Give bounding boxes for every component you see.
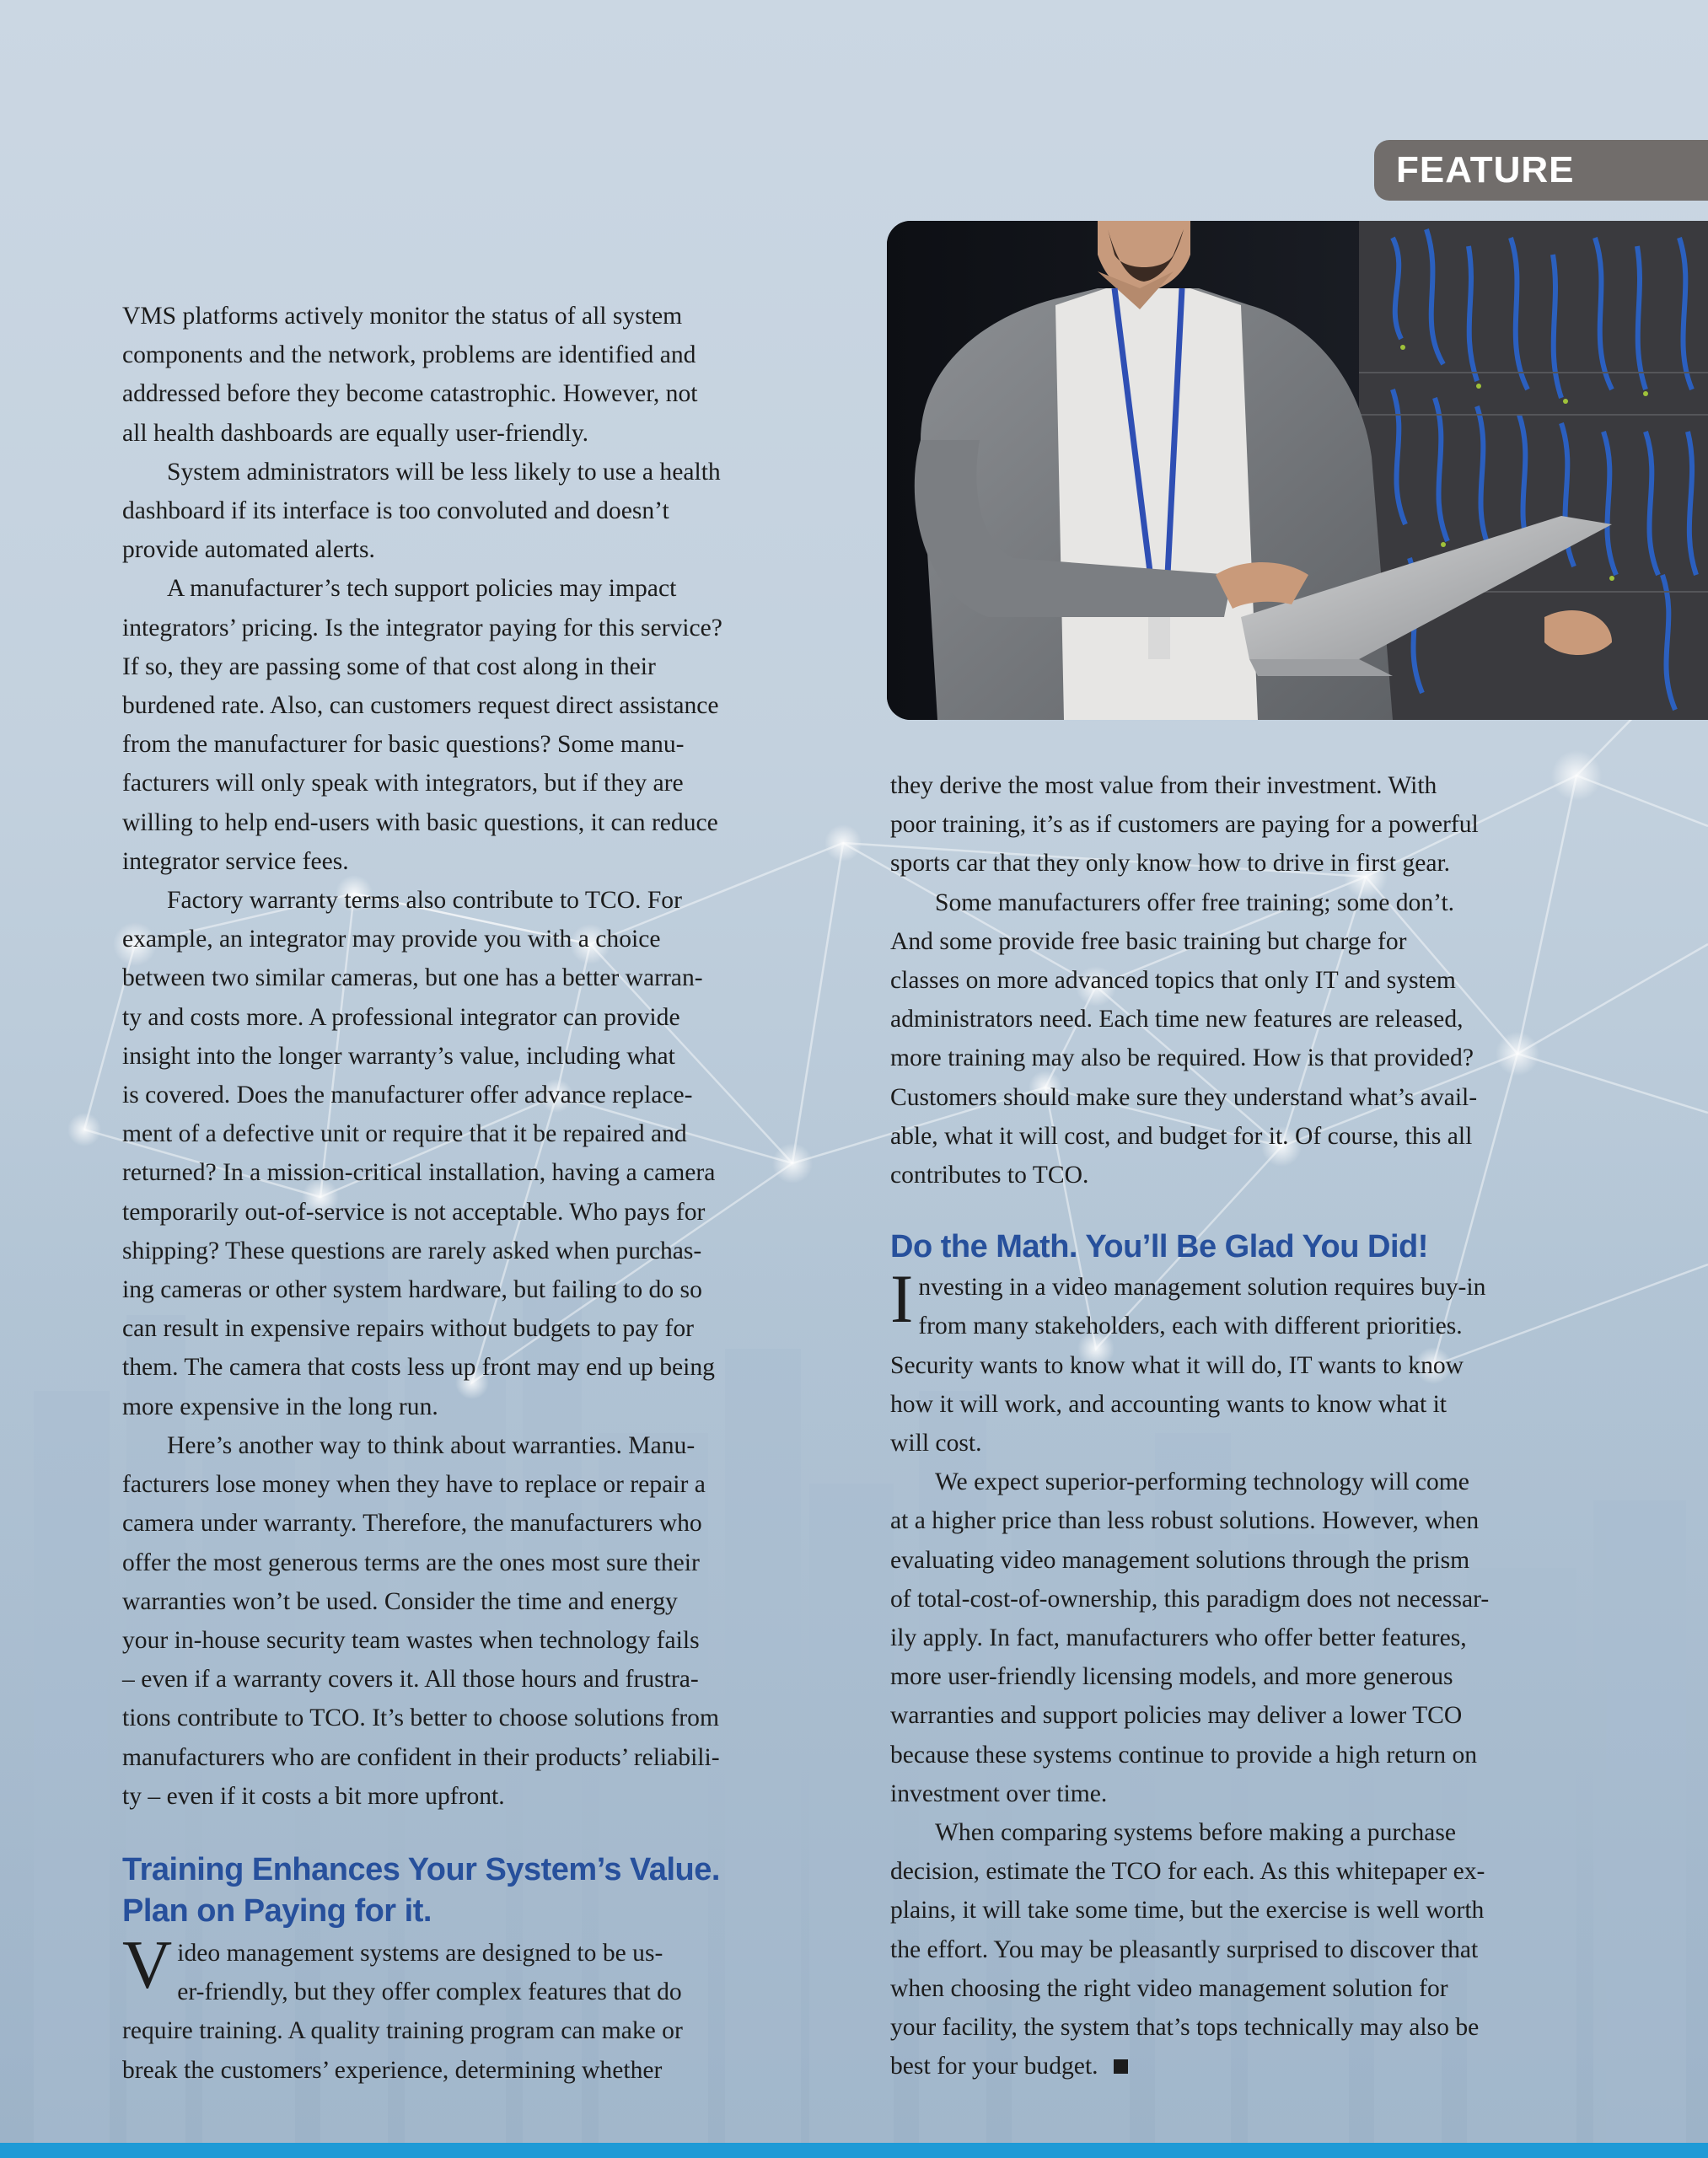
paragraph: System administrators will be less likely to use a health dashboard if its interface is too convoluted and doesn’t provide automated alerts. (122, 458, 721, 564)
paragraph: A manufacturer’s tech support policies may impact integrators’ pricing. Is the integrator paying for this service? If so, they are passing some of that cost along in their burdened rate. Also, can customers request direct assistance from the manufacturer for basic questions? Some manu- facturers will only speak with integrators, but if they are willing to help end-users with basic questions, it can reduce integrator service fees. (122, 575, 722, 875)
section-heading-training: Training Enhances Your System’s Value. Plan on Paying for it. (122, 1851, 720, 1929)
left-column (122, 297, 822, 2090)
paragraph: Some manufacturers offer free training; some don’t. And some provide free basic training but charge for classes on more advanced topics that only IT and system administrators need. Each time new features are released, more training may also be required. How is that provided? Customers should make sure they understand what’s avail- able, what it will cost, and budget for it. Of course, this all contributes to TCO. (890, 888, 1478, 1189)
paragraph: Factory warranty terms also contribute to TCO. For example, an integrator may provide you with a choice between two similar cameras, but one has a better warran- ty and costs more. A professional integrator can provide insight into the longer warranty’s value, including what is covered. Does the manufacturer offer advance replace- ment of a defective unit or require that it be repaired and returned? In a mission-critical installation, having a camera temporarily out-of-service is not acceptable. Who pays for shipping? These questions are rarely asked when purchas- ing cameras or other system hardware, but failing to do so can result in expensive repairs without budgets to pay for them. The camera that costs less up front may end up being more expensive in the long run. (122, 887, 716, 1420)
section-label: FEATURE (1396, 149, 1575, 191)
dropcap-text: nvesting in a video management solution requires buy-in from many stakeholders, each with different priorities. Security wants to know what it will do, IT wants to know how it will work, and accounting wants to know what it will cost. (890, 1274, 1486, 1457)
dropcap-text: ideo management systems are designed to be us- er-friendly, but they offer complex features that do require training. A quality training program can make or break the customers’ experience, determining whether (122, 1939, 683, 2084)
article-photo (887, 221, 1708, 720)
paragraph: VMS platforms actively monitor the status of all system components and the network, problems are identified and addressed before they become catastrophic. However, not all health dashboards are equally user-friendly. (122, 303, 698, 447)
paragraph: they derive the most value from their investment. With poor training, it’s as if customers are paying for a powerful sports car that they only know how to drive in first gear. (890, 772, 1479, 878)
dropcap-paragraph (890, 1260, 1590, 1463)
dropcap-paragraph (122, 1925, 822, 2090)
bottom-accent-bar (0, 2143, 1708, 2158)
paragraph: Here’s another way to think about warranties. Manu- facturers lose money when they have to replace or repair a camera under warranty. Therefore, the manufacturers who offer the most generous terms are the ones most sure their warranties won’t be used. Consider the time and energy your in-house security team wastes when technology fails – even if a warranty covers it. All those hours and frustra- tions contribute to TCO. It’s better to choose solutions from manufacturers who are confident in their products’ reliabili- ty – even if it costs a bit more upfront. (122, 1431, 720, 1810)
dropcap-letter: I (890, 1260, 914, 1338)
section-tab-feature (1374, 140, 1708, 201)
end-of-article-mark (1114, 2059, 1128, 2074)
paragraph: We expect superior-performing technology will come at a higher price than less robust solutions. However, when evaluating video management solutions through the prism of total-cost-of-ownership, this paradigm does not necessar- ily apply. In fact, manufacturers who offer better features, more user-friendly licensing models, and more generous warranties and support policies may deliver a lower TCO because these systems continue to provide a high return on investment over time. (890, 1468, 1490, 1807)
paragraph-final (890, 1813, 1590, 2086)
dropcap-letter: V (122, 1925, 173, 2003)
section-heading-do-the-math: Do the Math. You’ll Be Glad You Did! (890, 1229, 1428, 1265)
final-text: When comparing systems before making a purchase decision, estimate the TCO for each. As this whitepaper ex- plains, it will take some time, but the exercise is well worth the effort. You may be pleasantly surprised to discover that when choosing the right video management solution for your facility, the system that’s tops technically may also be best for your budget. (890, 1819, 1485, 2080)
technician-laptop-illustration (887, 221, 1708, 720)
right-column (890, 766, 1590, 2086)
